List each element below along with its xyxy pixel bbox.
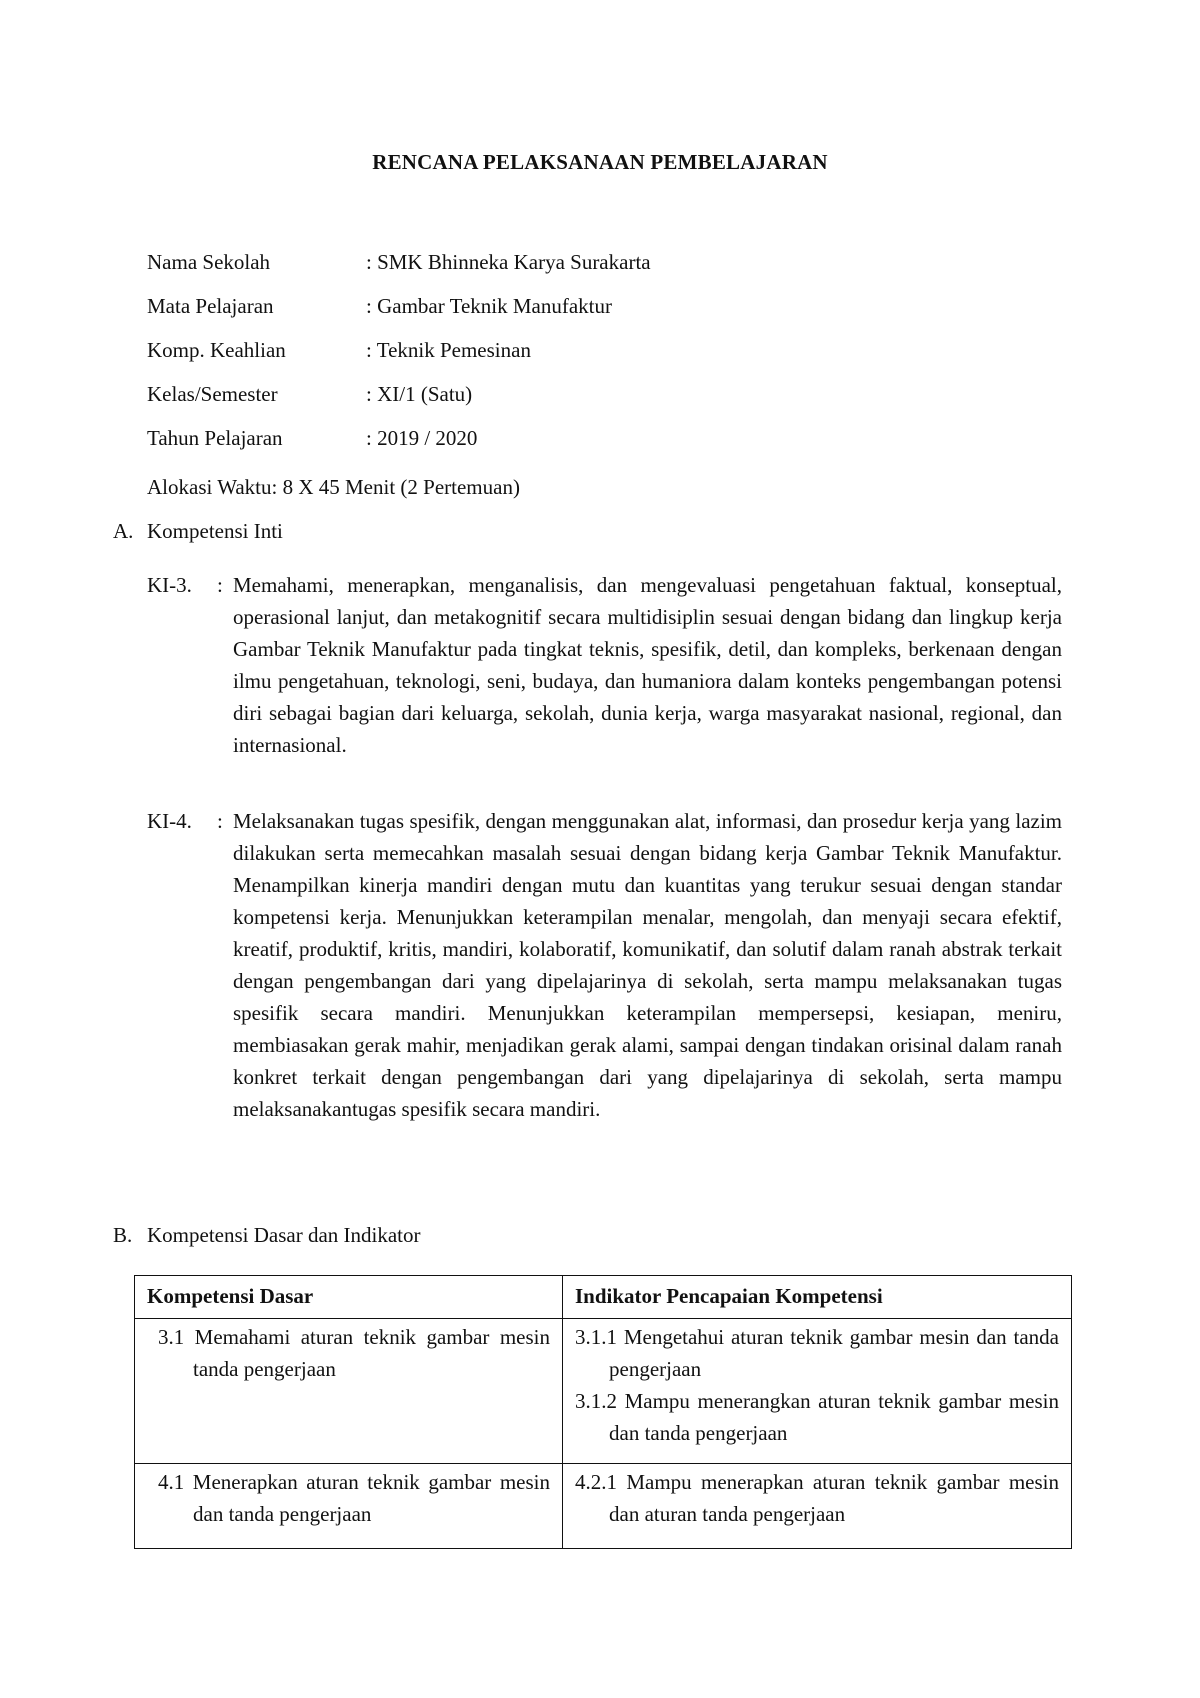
kd-item: 4.1 Menerapkan aturan teknik gambar mesin dan tanda pengerjaan bbox=[158, 1470, 550, 1526]
ki-colon: : bbox=[217, 573, 223, 597]
ki-4-block bbox=[147, 805, 1062, 1125]
indicator-item: 3.1.2 Mampu menerangkan aturan teknik gambar mesin dan tanda pengerjaan bbox=[575, 1389, 1059, 1445]
ki-label: KI-3. bbox=[147, 573, 192, 597]
indicator-item: 3.1.1 Mengetahui aturan teknik gambar mesin dan tanda pengerjaan bbox=[575, 1325, 1059, 1381]
ki-3-block bbox=[147, 569, 1062, 761]
identity-label: Nama Sekolah bbox=[147, 250, 271, 274]
identity-value: : Gambar Teknik Manufaktur bbox=[366, 294, 612, 318]
identity-label: Kelas/Semester bbox=[147, 382, 278, 406]
table-cell-indicators bbox=[563, 1464, 1072, 1549]
table-cell-kd bbox=[135, 1464, 563, 1549]
section-a-heading bbox=[113, 519, 283, 544]
competency-table bbox=[134, 1275, 1072, 1549]
identity-value: : 2019 / 2020 bbox=[366, 426, 478, 450]
section-letter: B. bbox=[113, 1223, 133, 1247]
table-cell-kd bbox=[135, 1319, 563, 1464]
section-b-heading bbox=[113, 1223, 421, 1248]
table-row bbox=[135, 1464, 1072, 1549]
indicator-item: 4.2.1 Mampu menerapkan aturan teknik gambar mesin dan aturan tanda pengerjaan bbox=[575, 1470, 1059, 1526]
identity-label: Komp. Keahlian bbox=[147, 338, 286, 362]
identity-value: : XI/1 (Satu) bbox=[366, 382, 473, 406]
ki-text: Melaksanakan tugas spesifik, dengan menggunakan alat, informasi, dan prosedur kerja yang lazim dilakukan serta memecahkan masalah sesuai dengan bidang kerja Gambar Teknik Manufaktur. Menampilkan kinerja mandiri dengan mutu dan kuantitas yang terukur sesuai dengan standar kompetensi kerja. Menunjukkan keterampilan menalar, mengolah, dan menyaji secara efektif, kreatif, produktif, kritis, mandiri, kolaboratif, komunikatif, dan solutif dalam ranah abstrak terkait dengan pengembangan dari yang dipelajarinya di sekolah, serta mampu melaksanakan tugas spesifik secara mandiri. Menunjukkan keterampilan mempersepsi, kesiapan, meniru, membiasakan gerak mahir, menjadikan gerak alami, sampai dengan tindakan orisinal dalam ranah konkret terkait dengan pengembangan dari yang dipelajarinya di sekolah, serta mampu melaksanakantugas spesifik secara mandiri. bbox=[233, 809, 1062, 1121]
table-header-row bbox=[135, 1276, 1072, 1319]
time-allocation: Alokasi Waktu: 8 X 45 Menit (2 Pertemuan) bbox=[147, 475, 520, 499]
document-title: RENCANA PELAKSANAAN PEMBELAJARAN bbox=[372, 150, 828, 174]
section-title: Kompetensi Dasar dan Indikator bbox=[147, 1223, 421, 1247]
identity-label: Tahun Pelajaran bbox=[147, 426, 283, 450]
identity-value: : Teknik Pemesinan bbox=[366, 338, 531, 362]
table-cell-indicators bbox=[563, 1319, 1072, 1464]
table-row bbox=[135, 1319, 1072, 1464]
section-letter: A. bbox=[113, 519, 134, 543]
identity-value: : SMK Bhinneka Karya Surakarta bbox=[366, 250, 651, 274]
section-title: Kompetensi Inti bbox=[147, 519, 283, 543]
identity-label: Mata Pelajaran bbox=[147, 294, 274, 318]
ki-text: Memahami, menerapkan, menganalisis, dan mengevaluasi pengetahuan faktual, konseptual, operasional lanjut, dan metakognitif secara multidisiplin sesuai dengan bidang dan lingkup kerja Gambar Teknik Manufaktur pada tingkat teknis, spesifik, detil, dan kompleks, berkenaan dengan ilmu pengetahuan, teknologi, seni, budaya, dan humaniora dalam konteks pengembangan potensi diri sebagai bagian dari keluarga, sekolah, dunia kerja, warga masyarakat nasional, regional, dan internasional. bbox=[233, 573, 1062, 757]
table-header: Kompetensi Dasar bbox=[135, 1276, 563, 1319]
table-header: Indikator Pencapaian Kompetensi bbox=[563, 1276, 1072, 1319]
ki-label: KI-4. bbox=[147, 809, 192, 833]
kd-item: 3.1 Memahami aturan teknik gambar mesin tanda pengerjaan bbox=[158, 1325, 550, 1381]
ki-colon: : bbox=[217, 809, 223, 833]
